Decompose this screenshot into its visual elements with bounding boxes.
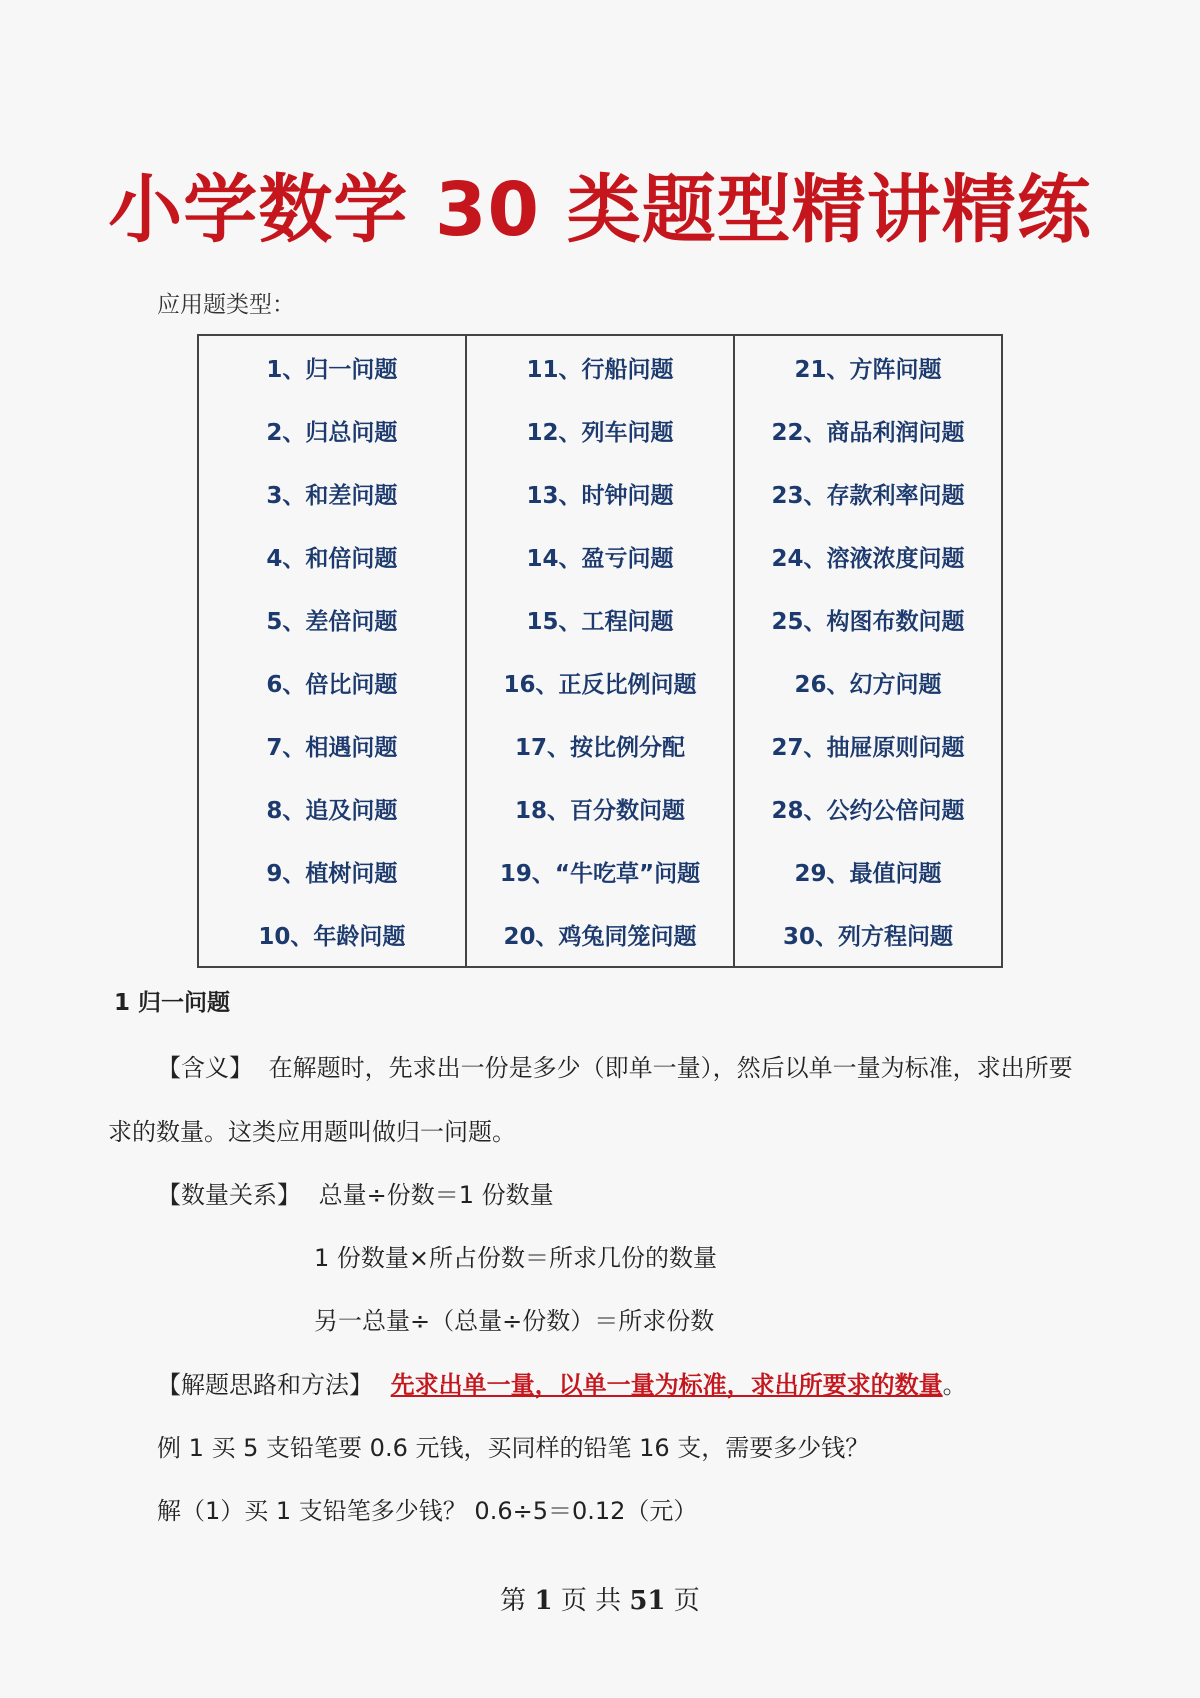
subtitle: 应用题类型： (157, 292, 295, 318)
relation-formula-1: 总量÷份数＝1 份数量 (318, 1181, 554, 1209)
relation-label: 【数量关系】 (157, 1181, 301, 1209)
topic-cell: 9、植树问题 (198, 840, 466, 903)
topic-cell: 7、相遇问题 (198, 714, 466, 777)
footer-middle: 页 共 (560, 1586, 622, 1616)
topics-row (198, 462, 1002, 525)
solution-line: 解（1）买 1 支铅笔多少钱？ 0.6÷5＝0.12（元） (157, 1497, 698, 1525)
footer-prefix: 第 (500, 1586, 527, 1616)
topics-row (198, 777, 1002, 840)
topic-cell: 30、列方程问题 (734, 903, 1002, 967)
topics-row (198, 840, 1002, 903)
topic-cell: 20、鸡兔同笼问题 (466, 903, 734, 967)
topic-cell: 6、倍比问题 (198, 651, 466, 714)
topics-row (198, 903, 1002, 967)
topic-cell: 5、差倍问题 (198, 588, 466, 651)
topic-cell: 11、行船问题 (466, 335, 734, 399)
method-label: 【解题思路和方法】 (157, 1371, 373, 1399)
page-footer (0, 1580, 1200, 1617)
topics-row (198, 714, 1002, 777)
topic-cell: 14、盈亏问题 (466, 525, 734, 588)
topics-row (198, 588, 1002, 651)
topic-cell: 12、列车问题 (466, 399, 734, 462)
method-text: 先求出单一量，以单一量为标准，求出所要求的数量 (390, 1371, 943, 1399)
topic-cell: 28、公约公倍问题 (734, 777, 1002, 840)
relation-formula-3: 另一总量÷（总量÷份数）＝所求份数 (314, 1307, 715, 1335)
topic-cell: 19、“牛吃草”问题 (466, 840, 734, 903)
topic-cell: 23、存款利率问题 (734, 462, 1002, 525)
topic-cell: 10、年龄问题 (198, 903, 466, 967)
meaning-text: 在解题时，先求出一份是多少（即单一量），然后以单一量为标准，求出所要 (268, 1054, 1073, 1082)
topic-cell: 3、和差问题 (198, 462, 466, 525)
topics-row (198, 399, 1002, 462)
relation-formula-2: 1 份数量×所占份数＝所求几份的数量 (314, 1244, 718, 1272)
footer-suffix: 页 (673, 1586, 700, 1616)
topic-cell: 8、追及问题 (198, 777, 466, 840)
meaning-continued: 求的数量。这类应用题叫做归一问题。 (108, 1118, 516, 1146)
topic-cell: 17、按比例分配 (466, 714, 734, 777)
meaning-line (157, 1048, 1073, 1083)
topics-row (198, 651, 1002, 714)
topic-cell: 15、工程问题 (466, 588, 734, 651)
example-line: 例 1 买 5 支铅笔要 0.6 元钱，买同样的铅笔 16 支，需要多少钱？ (157, 1434, 870, 1462)
topics-row (198, 335, 1002, 399)
topic-cell: 1、归一问题 (198, 335, 466, 399)
topic-cell: 22、商品利润问题 (734, 399, 1002, 462)
page-title: 小学数学 30 类题型精讲精练 (108, 167, 1092, 253)
topic-cell: 26、幻方问题 (734, 651, 1002, 714)
relation-line (157, 1175, 554, 1210)
footer-total-pages: 51 (629, 1586, 666, 1616)
meaning-label: 【含义】 (157, 1054, 253, 1082)
topic-cell: 25、构图布数问题 (734, 588, 1002, 651)
topic-cell: 16、正反比例问题 (466, 651, 734, 714)
topics-table (197, 334, 1003, 968)
topic-cell: 13、时钟问题 (466, 462, 734, 525)
topic-cell: 2、归总问题 (198, 399, 466, 462)
topic-cell: 27、抽屉原则问题 (734, 714, 1002, 777)
footer-page-number: 1 (534, 1586, 553, 1616)
method-line (157, 1365, 967, 1400)
topic-cell: 24、溶液浓度问题 (734, 525, 1002, 588)
topic-cell: 4、和倍问题 (198, 525, 466, 588)
method-end: 。 (942, 1371, 967, 1399)
topic-cell: 18、百分数问题 (466, 777, 734, 840)
topics-row (198, 525, 1002, 588)
section-heading: 1 归一问题 (114, 990, 231, 1016)
topic-cell: 29、最值问题 (734, 840, 1002, 903)
topic-cell: 21、方阵问题 (734, 335, 1002, 399)
